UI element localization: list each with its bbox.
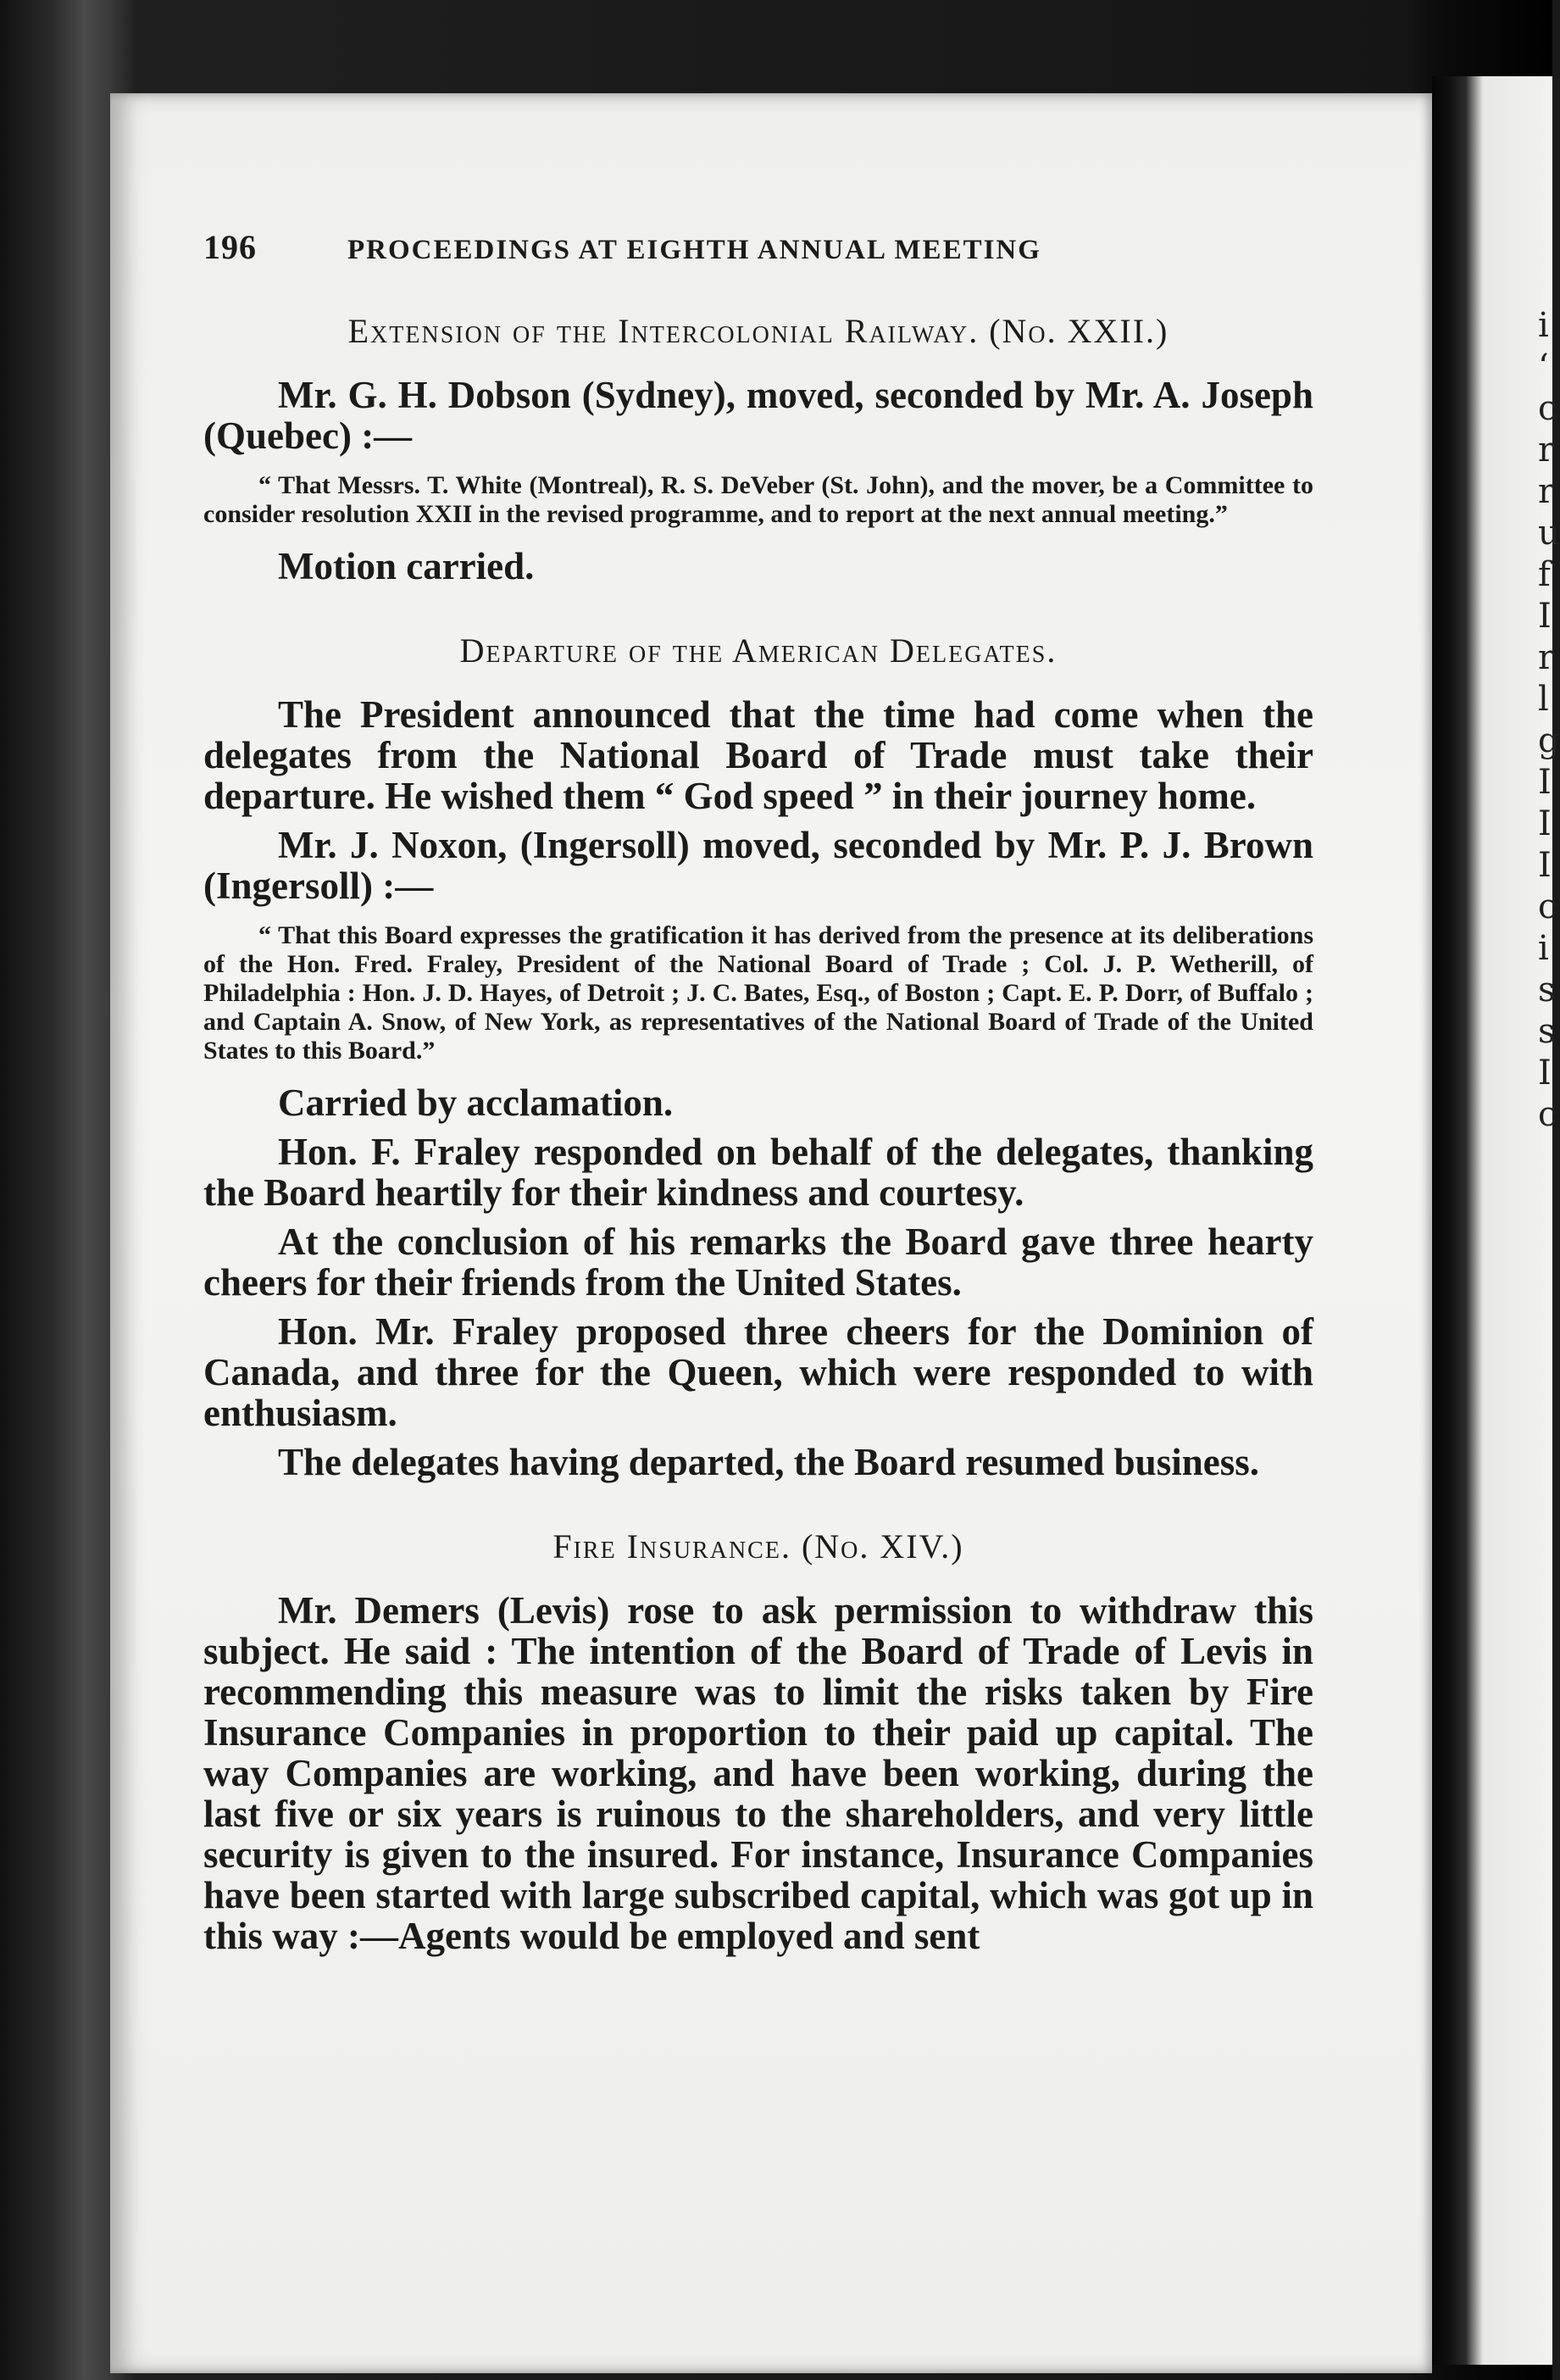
- section-heading: Fire Insurance. (No. XIV.): [552, 1527, 964, 1565]
- section-heading: Departure of the American Delegates.: [459, 631, 1058, 670]
- paragraph: Hon. F. Fraley responded on behalf of the delegates, thanking the Board heartily for their kindness and courtesy.: [203, 1131, 1313, 1214]
- edge-glyph: i: [1538, 306, 1549, 345]
- paragraph: Carried by acclamation.: [278, 1082, 674, 1124]
- resolution-quote: “ That this Board expresses the gratification it has derived from the presence at its deliberations of the Hon. Fred. Fraley, President of the National Board of Trade ; Col. J. P. Wetherill, of Philadelphia : Hon. J. D. Hayes, of Detroit ; J. C. Bates, Esq., of Boston ; Capt. E. P. Dorr, of Buffalo ; and Captain A. Snow, of New York, as representatives of the National Board of Trade of the United States to this Board.”: [203, 921, 1313, 1065]
- running-header: [203, 227, 1313, 267]
- facing-page-edge: [1432, 76, 1560, 2365]
- paragraph: The President announced that the time had come when the delegates from the National Board of Trade must take their departure. He wished them “ God speed ” in their journey home.: [203, 693, 1313, 817]
- edge-glyph: l: [1538, 680, 1549, 719]
- edge-glyph: s: [1538, 1012, 1556, 1051]
- edge-glyph: f: [1538, 555, 1551, 594]
- edge-glyph: u: [1538, 514, 1560, 553]
- section-fire-insurance: [203, 1526, 1313, 1956]
- paragraph: At the conclusion of his remarks the Board gave three hearty cheers for their friends from the United States.: [203, 1221, 1313, 1304]
- edge-glyph: c: [1538, 1095, 1557, 1134]
- page-content: [203, 227, 1313, 2000]
- paragraph: Hon. Mr. Fraley proposed three cheers for the Dominion of Canada, and three for the Queen, which were responded to with enthusiasm.: [203, 1310, 1313, 1434]
- edge-glyph: I: [1538, 597, 1552, 636]
- edge-glyph: c: [1538, 389, 1557, 428]
- paragraph: Motion carried.: [278, 545, 535, 587]
- edge-glyph: ‘: [1538, 348, 1549, 386]
- facing-page-letters: [1538, 305, 1560, 1136]
- edge-glyph: I: [1538, 1054, 1552, 1093]
- edge-glyph: I: [1538, 846, 1552, 885]
- paragraph: Mr. G. H. Dobson (Sydney), moved, seconded by Mr. A. Joseph (Quebec) :—: [203, 374, 1313, 457]
- edge-glyph: s: [1538, 970, 1556, 1009]
- edge-glyph: c: [1538, 887, 1557, 926]
- resolution-quote: “ That Messrs. T. White (Montreal), R. S. DeVeber (St. John), and the mover, be a Committee to consider resolution XXII in the revised programme, and to report at the next annual meeting.”: [203, 471, 1313, 528]
- edge-glyph: r: [1538, 638, 1555, 677]
- running-title: PROCEEDINGS AT EIGHTH ANNUAL MEETING: [347, 235, 1041, 265]
- edge-glyph: r: [1538, 472, 1555, 511]
- edge-glyph: g: [1538, 721, 1560, 760]
- edge-glyph: I: [1538, 763, 1552, 802]
- section-heading: Extension of the Intercolonial Railway. (No. XXII.): [347, 312, 1169, 350]
- section-american-delegates: [203, 631, 1313, 1482]
- edge-glyph: i: [1538, 929, 1549, 968]
- section-intercolonial-railway: [203, 311, 1313, 587]
- page-number: 196: [203, 228, 257, 266]
- paragraph: Mr. Demers (Levis) rose to ask permission to withdraw this subject. He said : The intention of the Board of Trade of Levis in recommending this measure was to limit the risks taken by Fire Insurance Companies in proportion to their paid up capital. The way Companies are working, and have been working, during the last five or six years is ruinous to the shareholders, and very little security is given to the insured. For instance, Insurance Companies have been started with large subscribed capital, which was got up in this way :—Agents would be employed and sent: [203, 1589, 1313, 1957]
- paragraph: Mr. J. Noxon, (Ingersoll) moved, seconded by Mr. P. J. Brown (Ingersoll) :—: [203, 824, 1313, 907]
- edge-glyph: r: [1538, 431, 1555, 470]
- paragraph: The delegates having departed, the Board resumed business.: [278, 1441, 1260, 1483]
- edge-glyph: I: [1538, 804, 1552, 843]
